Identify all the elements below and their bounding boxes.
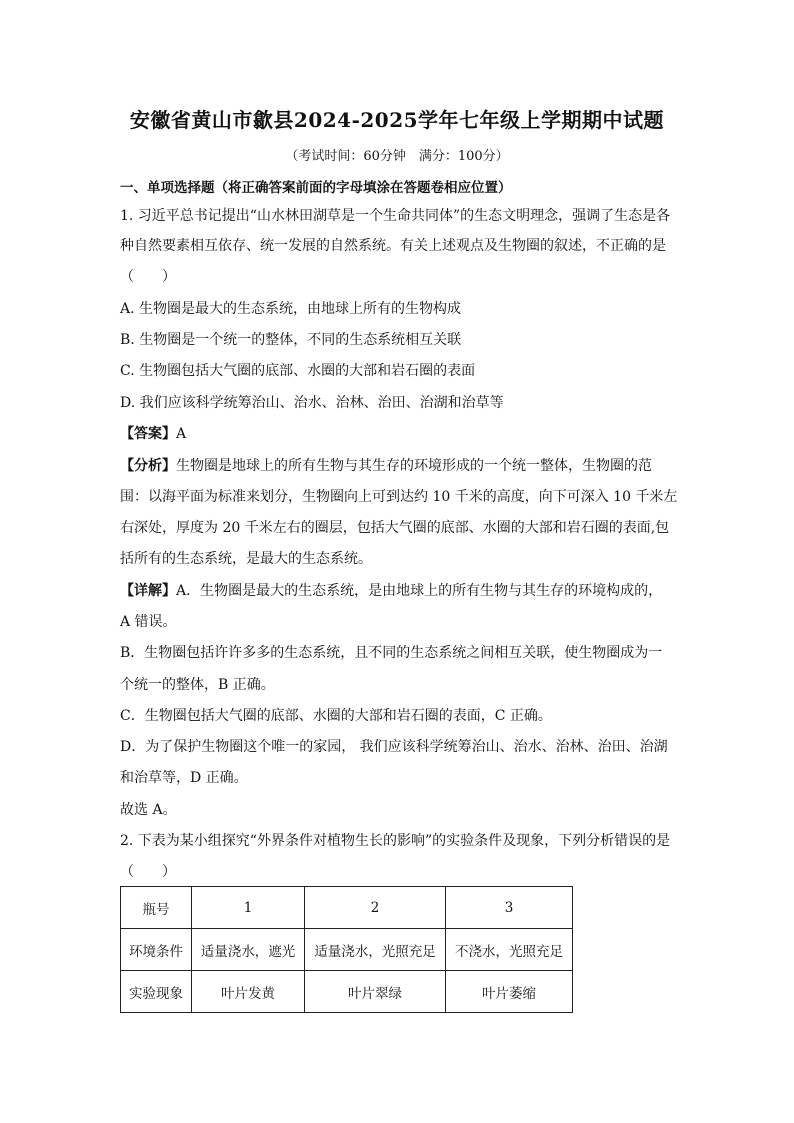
q1-option-d: D. 我们应该科学统筹治山、治水、治林、治田、治湖和治草等 [120,395,504,411]
q1-stem-line-3: （ ） [120,269,176,285]
table-cell: 环境条件 [121,929,192,971]
table-cell: 适量浇水，遮光 [192,929,305,971]
table-cell: 3 [446,887,573,929]
table-row [121,971,573,1013]
q1-answer-line [120,424,186,444]
table-cell: 瓶号 [121,887,192,929]
q1-conclusion: 故选 A。 [120,802,177,818]
table-row [121,887,573,929]
table-cell: 叶片发黄 [192,971,305,1013]
analysis-text: 生物圈是地球上的所有生物与其生存的环境形成的一个统一整体，生物圈的范 [176,458,652,474]
q1-option-b: B. 生物圈是一个统一的整体，不同的生态系统相互关联 [120,332,462,348]
q2-stem-line-2: （ ） [120,864,176,880]
table-cell: 1 [192,887,305,929]
table-cell: 实验现象 [121,971,192,1013]
answer-value: A [176,426,187,442]
table-cell: 不浇水，光照充足 [446,929,573,971]
detail-tag: 【详解】 [120,583,176,599]
q1-analysis-line-3: 右深处，厚度为 20 千米左右的圈层，包括大气圈的底部、水圈的大部和岩石圈的表面,包 [120,520,670,536]
table-cell: 适量浇水，光照充足 [305,929,446,971]
q1-stem-line-2: 种自然要素相互依存、统一发展的自然系统。有关上述观点及生物圈的叙述，不正确的是 [120,238,666,254]
q1-analysis-line-1 [120,456,652,476]
q1-analysis-line-2: 围：以海平面为标准来划分，生物圈向上可到达约 10 千米的高度，向下可深入 10 千米左 [120,489,678,505]
table-cell: 叶片萎缩 [446,971,573,1013]
table-cell: 叶片翠绿 [305,971,446,1013]
q1-detail-line-2: A 错误。 [120,614,177,630]
detail-text: A．生物圈是最大的生态系统，是由地球上的所有生物与其生存的环境构成的， [176,583,663,599]
q2-stem-line-1: 2. 下表为某小组探究“外界条件对植物生长的影响”的实验条件及现象，下列分析错误的是 [120,833,671,849]
exam-info: （考试时间：60分钟 满分：100分） [285,149,509,164]
q1-option-a: A. 生物圈是最大的生态系统，由地球上所有的生物构成 [120,301,462,317]
answer-tag: 【答案】 [120,426,176,442]
q1-detail-line-5: C．生物圈包括大气圈的底部、水圈的大部和岩石圈的表面，C 正确。 [120,708,552,724]
experiment-table [120,886,573,1013]
section-heading: 一、单项选择题（将正确答案前面的字母填涂在答题卷相应位置） [120,180,512,196]
q1-analysis-line-4: 括所有的生态系统，是最大的生态系统。 [120,551,372,567]
analysis-tag: 【分析】 [120,458,176,474]
table-row [121,929,573,971]
q1-detail-line-1 [120,581,662,601]
table-cell: 2 [305,887,446,929]
q1-option-c: C. 生物圈包括大气圈的底部、水圈的大部和岩石圈的表面 [120,363,476,379]
q1-detail-line-3: B．生物圈包括许许多多的生态系统，且不同的生态系统之间相互关联，使生物圈成为一 [120,645,663,661]
q1-detail-line-4: 个统一的整体，B 正确。 [120,677,275,693]
page-title: 安徽省黄山市歙县2024-2025学年七年级上学期期中试题 [129,108,665,132]
q1-detail-line-7: 和治草等，D 正确。 [120,770,248,786]
q1-stem-line-1: 1. 习近平总书记提出“山水林田湖草是一个生命共同体”的生态文明理念，强调了生态是各 [120,208,671,224]
q1-detail-line-6: D．为了保护生物圈这个唯一的家园， 我们应该科学统筹治山、治水、治林、治田、治湖 [120,739,668,755]
